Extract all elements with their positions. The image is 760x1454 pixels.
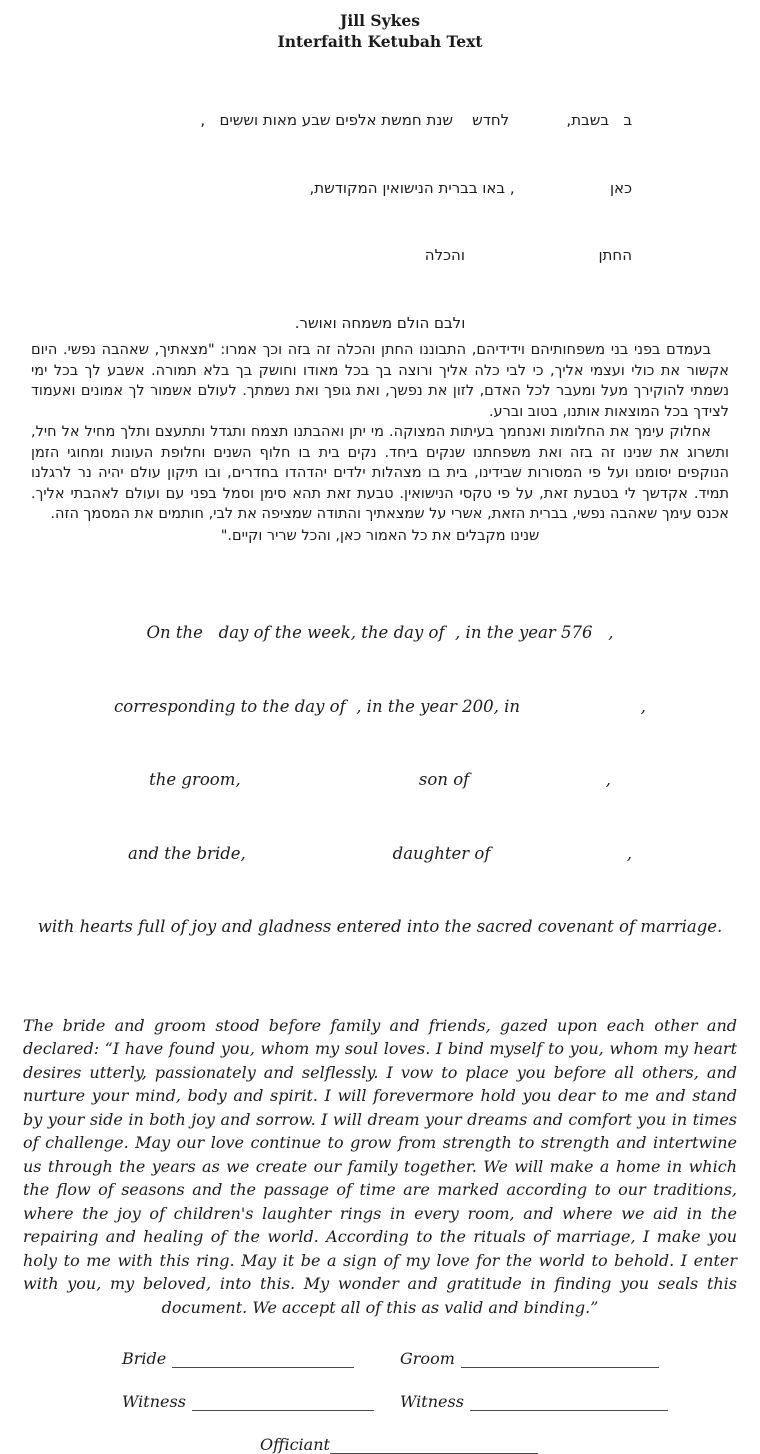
hebrew-date-line-3: החתן והכלה [424, 246, 632, 264]
document-header [0, 10, 760, 52]
groom-signature-line [461, 1349, 659, 1368]
english-date-line-2: corresponding to the day of , in the year 200, in , [114, 696, 646, 716]
groom-signature [400, 1349, 678, 1368]
hebrew-paragraph-1: בעמדם בפני בני משפחותיהם וידידיהם, התבוננו החתן והכלה זה בזה וכך אמרו: "מצאתיך, שאהבה נפשי. היום אקשור את כולי ועצמי אליך, כי לבי כלה אליך ורוצה בך בכל מאודו וחושק בך בלא תמורה. אשבע לך בכל ימי נשמתי להוקירך מעל ומעבר לכל האדם, לזון את נפשך, ואת גופך ואת נשמתך. לעולם אשמור לך אמונים ואעמוד לצידך בכל המוצאות אותנו, בטוב וברע. [31, 342, 729, 420]
witness1-label: Witness [122, 1392, 186, 1411]
officiant-signature-line [330, 1435, 538, 1454]
hebrew-date-line-4: ולבם הולם משמחה ואושר. [294, 313, 466, 332]
bride-signature [122, 1349, 400, 1368]
signature-row-1 [122, 1349, 760, 1368]
bride-signature-line [172, 1349, 354, 1368]
english-date-line-1: On the day of the week, the day of , in the year 576 , [146, 623, 614, 642]
officiant-label: Officiant [260, 1435, 330, 1454]
hebrew-paragraph-2: אחלוק עימך את החלומות ואנחמך בעיתות המצוקה. מי יתן ואהבתנו תצמח ותגדל ותתעצם ותלך מחיל אל חיל, ותשרוג את שנינו זה בזה ואת משפחתנו שנקים ביחד. נקים בית בו חלוף השנים וחלופת העונות ומחוגי הזמן הנוקפים יסומנו ועל פי המסורות שבידינו, בית בו מצהלות ילדים יהדהדו בחדרים, ובו תיקון עולם יהיה נר לרגלנו תמיד. אקדשך לי בטבעת זאת, על פי טקסי הנישואין. טבעת זאת תהא סימן וסמל בפני עם ועולם לאהבתי אליך. אכנס עימך שאהבה נפשי, בברית הזאת, אשרי על שמצאתיך והתודה שמציפה את לבי, חותמים את המסמך הזה. [31, 424, 729, 522]
hebrew-date-line-2: כאן , באו בברית הנישואין המקודשת, [309, 178, 632, 197]
officiant-signature [260, 1435, 538, 1454]
signature-block [0, 1349, 760, 1454]
hebrew-closing-line: שנינו מקבלים את כל האמור כאן, והכל שריר וקיים." [220, 527, 540, 544]
signature-row-3 [260, 1435, 760, 1454]
groom-label: Groom [400, 1349, 455, 1368]
english-date-block [0, 572, 760, 989]
witness2-signature-line [470, 1392, 668, 1411]
witness2-signature [400, 1392, 678, 1411]
document-title: Interfaith Ketubah Text [277, 32, 483, 51]
witness2-label: Witness [400, 1392, 464, 1411]
hebrew-date-line-1: ב בשבת, לחדש שנת חמשת אלפים שבע מאות וששים , [200, 111, 632, 129]
english-vows-paragraph: The bride and groom stood before family and friends, gazed upon each other and declared: “I have found you, whom my soul loves. I bind myself to you, whom my heart desires utterly, passionately and selflessly. I vow to place you before all others, and nurture your mind, body and spirit. I will forevermore hold you dear to me and stand by your side in both joy and sorrow. I will dream your dreams and comfort you in times of challenge. May our love continue to grow from strength to strength and intertwine us through the years as we create our family together. We will make a home in which the flow of seasons and the passage of time are marked according to our traditions, where the joy of children's laughter rings in every room, and where we aid in the repairing and healing of the world. According to the rituals of marriage, I make you holy to me with this ring. May it be a sign of my love for the world to behold. I enter with you, my beloved, into this. My wonder and gratitude in finding you seals this document. We accept all of this as valid and binding.” [23, 1015, 737, 1317]
witness1-signature [122, 1392, 400, 1411]
english-date-line-5: with hearts full of joy and gladness entered into the sacred covenant of marriage. [37, 917, 723, 936]
hebrew-date-block [0, 64, 760, 312]
author-name: Jill Sykes [340, 11, 420, 30]
witness1-signature-line [192, 1392, 374, 1411]
english-date-line-4: and the bride, daughter of , [127, 843, 633, 863]
hebrew-body-text [31, 340, 729, 525]
signature-row-2 [122, 1392, 760, 1411]
english-date-line-3: the groom, son of , [149, 770, 611, 789]
bride-label: Bride [122, 1349, 167, 1368]
